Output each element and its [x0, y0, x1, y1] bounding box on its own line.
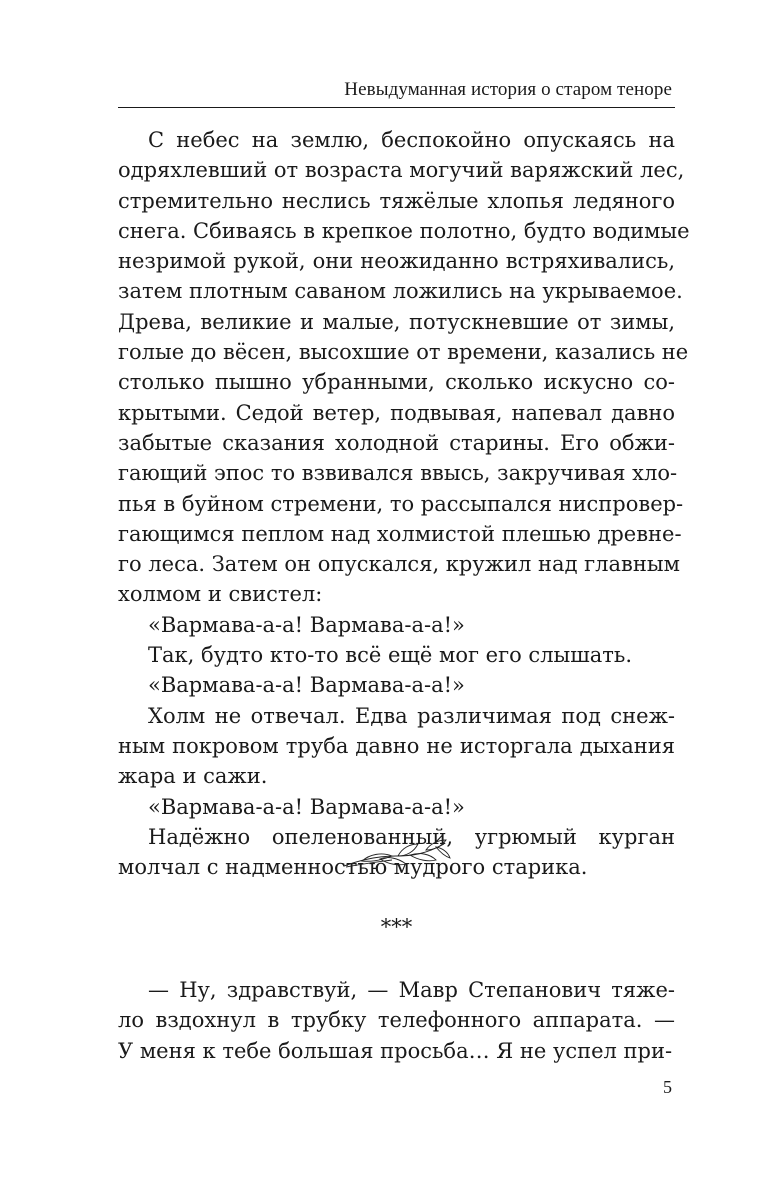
text-line: жара и сажи.	[118, 764, 268, 789]
text-line: Древа, великие и малые, потускневшие от зимы,	[118, 309, 675, 334]
text-line: забытые сказания холодной старины. Его обжи-	[118, 430, 675, 455]
text-line: одряхлевший от возраста могучий варяжский лес,	[118, 158, 685, 183]
text-line: У меня к тебе большая просьба… Я не успел при-	[118, 1038, 673, 1063]
paragraph	[118, 701, 675, 792]
text-block-continuation	[118, 975, 675, 1066]
text-line: Надёжно опеленованный, угрюмый курган	[148, 824, 675, 849]
paragraph	[118, 610, 675, 640]
text-line: столько пышно убранными, сколько искусно со-	[118, 370, 675, 395]
text-line: крытыми. Седой ветер, подвывая, напевал давно	[118, 400, 675, 425]
paragraph	[118, 792, 675, 822]
text-line: Холм не отвечал. Едва различимая под снеж-	[148, 703, 675, 728]
text-line: ным покровом труба давно не исторгала дыхания	[118, 733, 675, 758]
paragraph	[118, 670, 675, 700]
text-block-main	[118, 125, 690, 882]
text-line: пья в буйном стремени, то рассыпался ниспровер-	[118, 491, 684, 516]
text-line: — Ну, здравствуй, — Мавр Степанович тяже-	[148, 978, 675, 1002]
text-line: ло вздохнул в трубку телефонного аппарата. —	[118, 1008, 675, 1033]
text-line: го леса. Затем он опускался, кружил над главным	[118, 552, 680, 577]
text-line: стремительно неслись тяжёлые хлопья ледяного	[118, 188, 675, 213]
running-head: Невыдуманная история о старом теноре	[344, 79, 672, 100]
paragraph	[118, 975, 675, 1066]
page-number: 5	[663, 1077, 672, 1097]
text-line: голые до вёсен, высохшие от времени, казались не	[118, 340, 689, 365]
text-line: холмом и свистел:	[118, 582, 323, 607]
text-line: «Вармава-а-а! Вармава-а-а!»	[148, 673, 465, 698]
text-line: молчал с надменностью мудрого старика.	[118, 855, 588, 880]
text-line: гающий эпос то взвивался ввысь, закручивая хло-	[118, 461, 678, 486]
text-line: снега. Сбиваясь в крепкое полотно, будто водимые	[118, 218, 690, 243]
text-line: «Вармава-а-а! Вармава-а-а!»	[148, 612, 465, 637]
header-rule	[118, 107, 675, 108]
text-line: гающимся пеплом над холмистой плешью древне-	[118, 521, 682, 546]
text-line: Так, будто кто-то всё ещё мог его слышать.	[148, 643, 633, 668]
section-break: ***	[380, 915, 413, 939]
text-line: С небес на землю, беспокойно опускаясь на	[148, 128, 675, 152]
text-line: затем плотным саваном ложились на укрываемое.	[118, 279, 683, 304]
paragraph	[118, 640, 675, 670]
leaf-branch-icon	[340, 836, 452, 880]
text-line: «Вармава-а-а! Вармава-а-а!»	[148, 794, 465, 819]
text-line: незримой рукой, они неожиданно встряхивались,	[118, 249, 675, 274]
paragraph	[118, 125, 690, 610]
